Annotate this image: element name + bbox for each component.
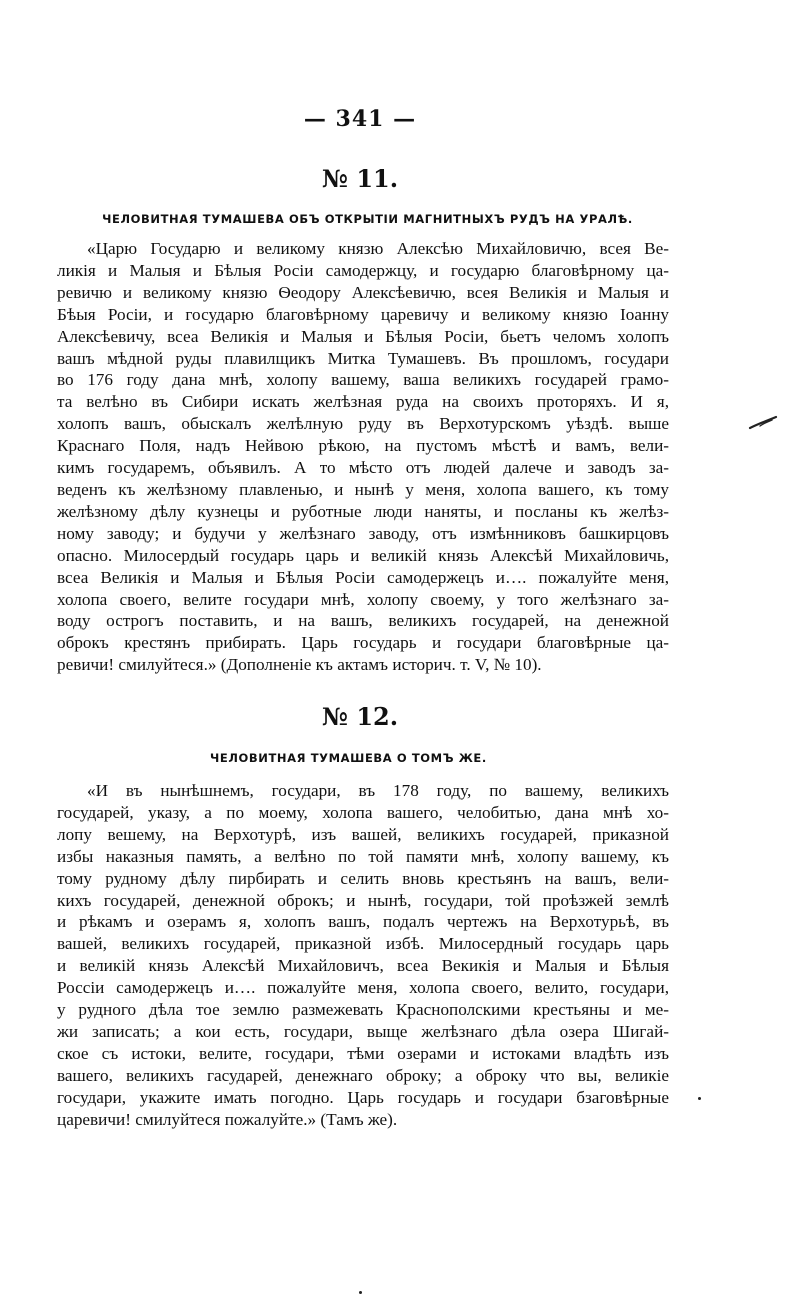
text-line: всеа Великія и Малыя и Бѣлыя Росіи самодержецъ и…. пожалуйте меня,	[57, 567, 669, 587]
text-line: лопу вешему, на Верхотурѣ, изъ вашей, великихъ государей, приказной	[57, 824, 669, 844]
text-line: веденъ къ желѣзному плавленью, и нынѣ у меня, холопа вашего, къ тому	[57, 479, 669, 499]
text-line: ское съ истоки, велите, государи, тѣми озерами и истоками владѣть изъ	[57, 1043, 669, 1063]
document-number: № 12.	[321, 702, 399, 731]
text-line: оброкъ крестянъ прибирать. Царь государь и государи благовѣрные ца-	[57, 633, 669, 653]
text-line: государи, укажите имать погодно. Царь государь и государи бзаговѣрные	[57, 1087, 669, 1107]
text-line: Алексѣевичу, всеа Великія и Малыя и Бѣлыя Росіи, бьетъ челомъ холопъ	[57, 326, 669, 346]
text-line: и рѣкамъ и озерамъ я, холопъ вашъ, подалъ чертежъ на Верхотурьѣ, въ	[57, 912, 669, 932]
text-line: Бѣыя Росіи, и государю благовѣрному царевичу и великому князю Іоанну	[57, 304, 669, 324]
text-line: у рудного дѣла тое землю размежевать Краснополскими крестьяны и ме-	[57, 1000, 669, 1020]
text-line: государей, указу, а по моему, холопа вашего, челобитью, дана мнѣ хо-	[57, 802, 669, 822]
text-line: ному заводу; и будучи у желѣзнаго заводу, отъ измѣнниковъ башкирцовъ	[57, 523, 669, 543]
text-line: вашей, великихъ государей, приказной избѣ. Милосердный государь царь	[57, 934, 669, 954]
text-line: вашъ мѣдной руды плавилщикъ Митка Тумашевъ. Въ прошломъ, государи	[57, 348, 669, 368]
text-line: жи записать; а кои есть, государи, выще желѣзнаго дѣла озера Шигай-	[57, 1021, 669, 1041]
text-line: царевичи! смилуйтеся пожалуйте.» (Тамъ же).	[57, 1109, 398, 1129]
document-number: № 11.	[321, 164, 399, 193]
document-text	[57, 780, 669, 1131]
text-line: вашего, великихъ гасударей, денежнаго оброку; а оброку что вы, великіе	[57, 1065, 669, 1085]
ink-mark-icon	[748, 414, 778, 434]
text-line: желѣзному дѣлу кузнецы и руботные люди наняты, и посланы къ желѣз-	[57, 501, 669, 521]
document-title: ЧЕЛОВИТНАЯ ТУМАШЕВА ОБЪ ОТКРЫТІИ МАГНИТНЫХЪ РУДЪ НА УРАЛѢ.	[102, 212, 633, 226]
text-line: во 176 году дана мнѣ, холопу вашему, ваша великихъ государей грамо-	[57, 370, 669, 390]
ink-speck	[359, 1291, 362, 1294]
text-line: холопъ вашъ, обыскалъ желѣлную руду въ Верхотурскомъ уѣздѣ. выше	[57, 414, 669, 434]
text-line: Россіи самодержецъ и…. пожалуйте меня, холопа своего, велито, государи,	[57, 978, 669, 998]
text-line: холопа своего, велите государи мнѣ, холопу своему, у того желѣзнаго за-	[57, 589, 669, 609]
ink-speck	[698, 1097, 701, 1100]
text-line: Краснаго Поля, надъ Нейвою рѣкою, на пустомъ мѣстѣ и вамъ, вели-	[57, 436, 669, 456]
text-line: избы наказныя память, а велѣно по той памяти мнѣ, холопу вашему, къ	[57, 846, 669, 866]
text-line: тому рудному дѣлу пирбирать и селить вновь крестьянъ на вашъ, вели-	[57, 868, 669, 888]
text-line: ликія и Малыя и Бѣлыя Росіи самодержцу, и государю благовѣрному ца-	[57, 260, 669, 280]
text-line: кихъ государей, денежной оброкъ; и нынѣ, государи, той проѣзжей землѣ	[57, 890, 669, 910]
document-title: ЧЕЛОВИТНАЯ ТУМАШЕВА О ТОМЪ ЖЕ.	[210, 751, 487, 765]
text-line: та велѣно въ Сибири искать желѣзная руда на своихъ проторяхъ. И я,	[57, 392, 669, 412]
text-line: ревичи! смилуйтеся.» (Дополненіе къ актамъ историч. т. V, № 10).	[57, 655, 542, 675]
text-line: и великій князь Алексѣй Михайловичъ, всеа Векикія и Малыя и Бѣлыя	[57, 956, 669, 976]
text-line: «Царю Государю и великому князю Алексѣю Михайловичю, всея Ве-	[87, 239, 669, 258]
document-text	[57, 238, 669, 676]
text-line: «И въ нынѣшнемъ, государи, въ 178 году, по вашему, великихъ	[87, 781, 669, 800]
page-number: — 341 —	[303, 106, 417, 132]
text-line: кимъ государемъ, объявилъ. А то мѣсто отъ людей далече и заводъ за-	[57, 458, 669, 478]
text-line: опасно. Милосердый государь царь и великій князь Алексѣй Михайловичь,	[57, 545, 669, 565]
text-line: ревичю и великому князю Ѳеодору Алексѣевичю, всея Великія и Малыя и	[57, 282, 669, 302]
text-line: воду острогъ поставить, и на вашъ, великихъ государей, на денежной	[57, 611, 669, 631]
